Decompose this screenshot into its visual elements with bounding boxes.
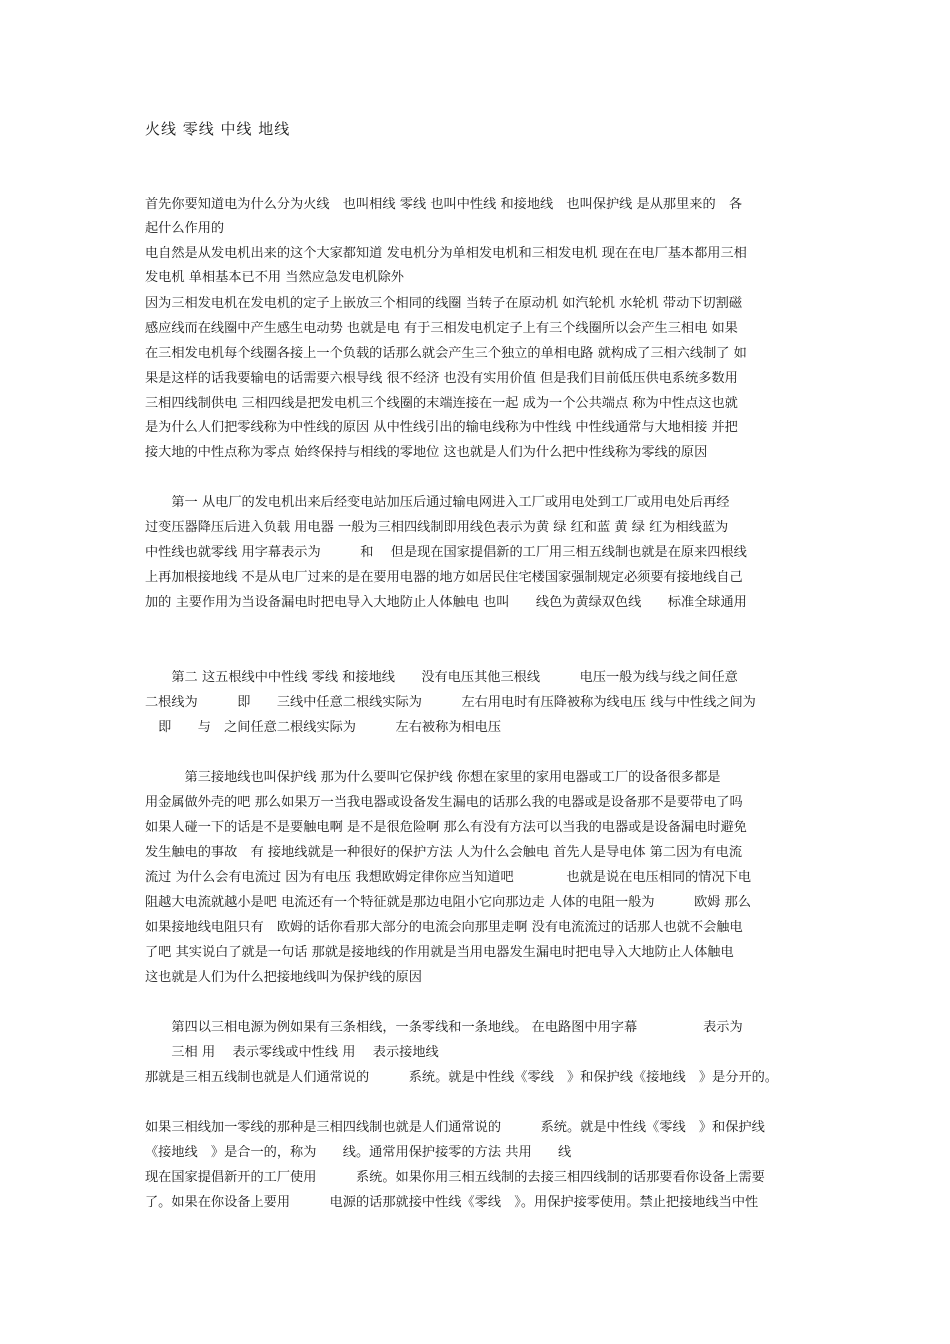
intro-line: 感应线而在线圈中产生感生电动势 也就是电 有于三相发电机定子上有三个线圈所以会产生三相电 如果 [145,321,738,336]
intro-line: 首先你要知道电为什么分为火线 也叫相线 零线 也叫中性线 和接地线 也叫保护线 是从那里来的 各 [145,197,743,212]
third-line: 第三接地线也叫保护线 那为什么要叫它保护线 你想在家里的家用电器或工厂的设备很多都是 [145,770,721,785]
third-line: 用金属做外壳的吧 那么如果万一当我电器或设备发生漏电的话那么我的电器或是设备那不是要带电了吗 [145,795,743,810]
fifth-line: 现在国家提倡新开的工厂使用 系统。如果你用三相五线制的去接三相四线制的话那要看你设备上需要 [145,1170,765,1185]
first-line: 加的 主要作用为当设备漏电时把电导入大地防止人体触电 也叫 线色为黄绿双色线 标准全球通用 [145,595,747,610]
first-line: 中性线也就零线 用字幕表示为 和 但是现在国家提倡新的工厂用三相五线制也就是在原来四根线 [145,545,747,560]
fifth-line: 了。如果在你设备上要用 电源的话那就接中性线《零线 》。用保护接零使用。禁止把接地线当中性 [145,1195,759,1210]
second-line: 即 与 之间任意二根线实际为 左右被称为相电压 [145,720,502,735]
first-line: 过变压器降压后进入负载 用电器 一般为三相四线制即用线色表示为黄 绿 红和蓝 黄 绿 红为相线蓝为 [145,520,729,535]
third-line: 了吧 其实说白了就是一句话 那就是接地线的作用就是当用电器发生漏电时把电导入大地防止人体触电 [145,945,734,960]
third-line: 如果人碰一下的话是不是要触电啊 是不是很危险啊 那么有没有方法可以当我的电器或是设备漏电时避免 [145,820,747,835]
third-line: 如果接地线电阻只有 欧姆的话你看那大部分的电流会向那里走啊 没有电流流过的话那人也就不会触电 [145,920,743,935]
fourth-line: 三相 用 表示零线或中性线 用 表示接地线 [145,1045,439,1060]
second-line: 二根线为 即 三线中任意二根线实际为 左右用电时有压降被称为线电压 线与中性线之间为 [145,695,756,710]
intro-line: 因为三相发电机在发电机的定子上嵌放三个相同的线圈 当转子在原动机 如汽轮机 水轮机 带动下切割磁 [145,296,743,311]
fifth-line: 如果三相线加一零线的那种是三相四线制也就是人们通常说的 系统。就是中性线《零线 》和保护线 [145,1120,765,1135]
fourth-line: 第四以三相电源为例如果有三条相线，一条零线和一条地线。 在电路图中用字幕 表示为 [145,1020,743,1035]
first-line: 第一 从电厂的发电机出来后经变电站加压后通过输电网进入工厂或用电处到工厂或用电处后再经 [145,495,730,510]
third-line: 这也就是人们为什么把接地线叫为保护线的原因 [145,970,422,985]
intro-line: 果是这样的话我要输电的话需要六根导线 很不经济 也没有实用价值 但是我们目前低压供电系统多数用 [145,371,738,386]
intro-line: 起什么作用的 [145,221,225,236]
document-title: 火线 零线 中线 地线 [145,120,291,138]
intro-line: 是为什么人们把零线称为中性线的原因 从中性线引出的输电线称为中性线 中性线通常与大地相接 并把 [145,420,738,435]
fourth-line: 那就是三相五线制也就是人们通常说的 系统。就是中性线《零线 》和保护线《接地线 》是分开的。 [145,1070,778,1085]
third-line: 阻越大电流就越小是吧 电流还有一个特征就是那边电阻小它向那边走 人体的电阻一般为 欧姆 那么 [145,895,752,910]
third-line: 发生触电的事故 有 接地线就是一种很好的保护方法 人为什么会触电 首先人是导电体 第二因为有电流 [145,845,743,860]
intro-line: 接大地的中性点称为零点 始终保持与相线的零地位 这也就是人们为什么把中性线称为零线的原因 [145,445,708,460]
intro-line: 三相四线制供电 三相四线是把发电机三个线圈的末端连接在一起 成为一个公共端点 称为中性点这也就 [145,396,738,411]
intro-line: 在三相发电机每个线圈各接上一个负载的话那么就会产生三个独立的单相电路 就构成了三相六线制了 如 [145,346,747,361]
intro-line: 发电机 单相基本已不用 当然应急发电机除外 [145,270,404,285]
third-line: 流过 为什么会有电流过 因为有电压 我想欧姆定律你应当知道吧 也就是说在电压相同的情况下电 [145,870,752,885]
first-line: 上再加根接地线 不是从电厂过来的是在要用电器的地方如居民住宅楼国家强制规定必须要有接地线自己 [145,570,743,585]
intro-line: 电自然是从发电机出来的这个大家都知道 发电机分为单相发电机和三相发电机 现在在电厂基本都用三相 [145,246,747,261]
fifth-line: 《接地线 》是合一的，称为 线。通常用保护接零的方法 共用 线 [145,1145,572,1160]
second-line: 第二 这五根线中中性线 零线 和接地线 没有电压其他三根线 电压一般为线与线之间任意 [145,670,738,685]
